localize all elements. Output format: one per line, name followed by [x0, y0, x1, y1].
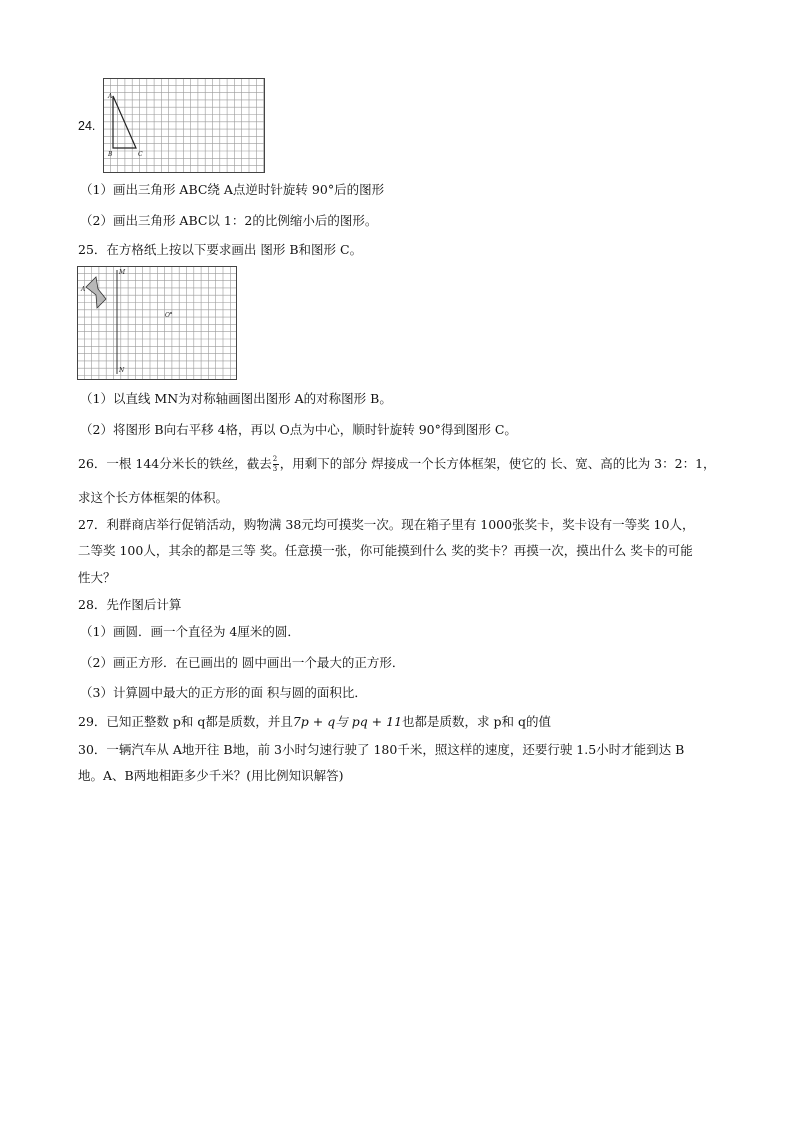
label-b: B — [108, 151, 113, 158]
q26-pre: 26．一根 144分米长的铁丝，截去 — [78, 456, 272, 471]
q26-post: ，用剩下的部分 焊接成一个长方体框架，使它的 长、宽、高的比为 3：2：1， — [279, 456, 716, 471]
q24-number: 24. — [78, 119, 96, 133]
q28-text: 28．先作图后计算 — [78, 597, 182, 612]
label-c: C — [138, 151, 143, 158]
q29-math: 7p + q与 pq + 11 — [292, 714, 403, 729]
q24-sub2: （2）画出三角形 ABC以 1：2的比例缩小后的图形。 — [80, 213, 378, 228]
q26-fraction — [272, 454, 279, 473]
q28-sub1: （1）画圆．画一个直径为 4厘米的圆． — [80, 624, 300, 639]
q28-sub2: （2）画正方形．在已画出的 圆中画出一个最大的正方形． — [80, 655, 405, 670]
q28-sub3: （3）计算圆中最大的正方形的面 积与圆的面积比． — [80, 685, 367, 700]
q30-line2: 地。A、B两地相距多少千米？(用比例知识解答) — [78, 768, 344, 783]
q26-line2: 求这个长方体框架的体积。 — [78, 490, 229, 505]
label-m: M — [119, 269, 126, 276]
label-n: N — [119, 367, 125, 374]
q25-sub1: （1）以直线 MN为对称轴画图出图形 A的对称图形 B。 — [80, 391, 392, 406]
label-o: O — [165, 312, 170, 319]
q27-line3: 性大？ — [78, 570, 116, 585]
q26-frac-num: 2 — [272, 454, 278, 463]
shape-a — [86, 277, 106, 308]
q27-line1: 27．利群商店举行促销活动，购物满 38元均可摸奖一次。现在箱子里有 1000张奖卡，奖卡设有一等奖 10人， — [78, 517, 695, 532]
q24-grid-figure — [103, 78, 265, 173]
q24-sub1: （1）画出三角形 ABC绕 A点逆时针旋转 90°后的图形 — [80, 182, 385, 197]
label-a-shape: A — [81, 286, 86, 293]
q25-sub2: （2）将图形 B向右平移 4格，再以 O点为中心，顺时针旋转 90°得到图形 C。 — [80, 422, 517, 437]
q27-line2: 二等奖 100人，其余的都是三等 奖。任意摸一张，你可能摸到什么 奖的奖卡？再摸一次，摸出什么 奖卡的可能 — [78, 543, 693, 558]
q26-line1 — [78, 456, 716, 472]
q29-post: 也都是质数，求 p和 q的值 — [402, 714, 551, 729]
q29-pre: 29．已知正整数 p和 q都是质数，并且 — [78, 714, 293, 729]
point-o — [170, 312, 172, 314]
q25-text: 25．在方格纸上按以下要求画出 图形 B和图形 C。 — [78, 242, 363, 257]
q29-line — [78, 714, 551, 730]
q26-frac-den: 3 — [272, 464, 278, 473]
q30-line1: 30．一辆汽车从 A地开往 B地，前 3小时匀速行驶了 180千米，照这样的速度，还要行驶 1.5小时才能到达 B — [78, 742, 685, 757]
q25-grid-figure — [77, 266, 237, 380]
label-a: A — [108, 93, 113, 100]
